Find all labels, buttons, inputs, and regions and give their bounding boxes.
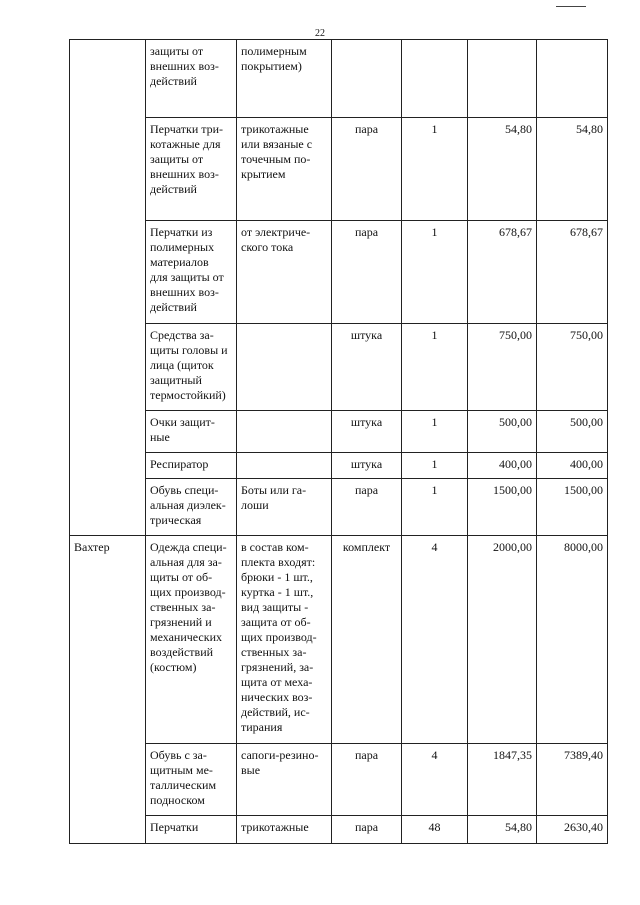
price-cell-text: 1847,35 [493, 748, 532, 762]
price-cell [468, 221, 537, 324]
total-cell [537, 744, 608, 816]
item-spec-cell-text: от электриче- ского тока [241, 225, 311, 254]
quantity-cell-text: 4 [431, 748, 438, 762]
item-name-cell-text: Перчатки [150, 820, 199, 834]
table-row [70, 744, 608, 816]
total-cell [537, 536, 608, 744]
total-cell [537, 453, 608, 479]
quantity-cell [402, 536, 468, 744]
price-cell [468, 40, 537, 118]
total-cell [537, 479, 608, 536]
item-spec-cell [237, 816, 332, 844]
quantity-cell [402, 411, 468, 453]
price-cell-text: 400,00 [499, 457, 532, 471]
unit-cell-text: пара [354, 122, 379, 136]
unit-cell-text: пара [354, 483, 379, 497]
item-spec-cell-text: сапоги-резино- вые [241, 748, 319, 777]
quantity-cell [402, 221, 468, 324]
quantity-cell-text: 1 [431, 457, 438, 471]
table-row [70, 453, 608, 479]
item-name-cell [146, 816, 237, 844]
item-name-cell-text: Средства за- щиты головы и лица (щиток защитный термостойкий) [150, 328, 228, 402]
quantity-cell [402, 40, 468, 118]
unit-cell [332, 816, 402, 844]
item-name-cell [146, 221, 237, 324]
unit-cell-text: пара [354, 748, 379, 762]
item-spec-cell [237, 118, 332, 221]
item-spec-cell [237, 479, 332, 536]
item-name-cell [146, 479, 237, 536]
unit-cell [332, 536, 402, 744]
position-cell: Вахтер [70, 536, 146, 844]
item-spec-cell [237, 453, 332, 479]
quantity-cell [402, 816, 468, 844]
unit-cell [332, 221, 402, 324]
price-cell-text: 1500,00 [493, 483, 532, 497]
total-cell-text: 1500,00 [564, 483, 603, 497]
unit-cell-text: штука [350, 415, 383, 429]
item-name-cell [146, 411, 237, 453]
total-cell [537, 816, 608, 844]
item-name-cell-text: Обувь специ- альная диэлек- трическая [150, 483, 226, 527]
price-cell [468, 411, 537, 453]
item-name-cell-text: Перчатки из полимерных материалов для защиты от внешних воз- действий [150, 225, 224, 314]
quantity-cell-text: 1 [431, 415, 438, 429]
price-cell [468, 118, 537, 221]
item-name-cell-text: защиты от внешних воз- действий [150, 44, 219, 88]
price-cell-text: 54,80 [505, 122, 532, 136]
total-cell-text: 7389,40 [564, 748, 603, 762]
unit-cell [332, 324, 402, 411]
table-row [70, 118, 608, 221]
page-corner-mark [556, 0, 586, 7]
quantity-cell [402, 118, 468, 221]
price-cell [468, 324, 537, 411]
table-row [70, 221, 608, 324]
table-row [70, 411, 608, 453]
unit-cell [332, 479, 402, 536]
item-spec-cell [237, 221, 332, 324]
item-name-cell-text: Респиратор [150, 457, 209, 471]
unit-cell [332, 118, 402, 221]
item-spec-cell [237, 324, 332, 411]
item-spec-cell [237, 744, 332, 816]
item-name-cell-text: Обувь с за- щитным ме- таллическим подноском [150, 748, 217, 807]
unit-cell-text: пара [354, 225, 379, 239]
item-spec-cell [237, 40, 332, 118]
unit-cell-text: пара [354, 820, 379, 834]
total-cell-text: 2630,40 [564, 820, 603, 834]
total-cell [537, 40, 608, 118]
quantity-cell-text: 1 [431, 483, 438, 497]
quantity-cell-text: 48 [428, 820, 441, 834]
ppe-items-table [69, 39, 608, 844]
unit-cell-text: комплект [342, 540, 391, 554]
price-cell-text: 2000,00 [493, 540, 532, 554]
item-name-cell [146, 118, 237, 221]
unit-cell-text: штука [350, 328, 383, 342]
quantity-cell [402, 453, 468, 479]
quantity-cell-text: 4 [431, 540, 438, 554]
total-cell [537, 118, 608, 221]
total-cell-text: 8000,00 [564, 540, 603, 554]
item-spec-cell-text: полимерным покрытием) [241, 44, 307, 73]
item-name-cell [146, 40, 237, 118]
total-cell [537, 221, 608, 324]
price-cell-text: 678,67 [499, 225, 532, 239]
price-cell [468, 536, 537, 744]
total-cell-text: 500,00 [570, 415, 603, 429]
price-cell [468, 479, 537, 536]
price-cell [468, 816, 537, 844]
price-cell-text: 750,00 [499, 328, 532, 342]
total-cell-text: 54,80 [576, 122, 603, 136]
quantity-cell-text: 1 [431, 225, 438, 239]
item-spec-cell [237, 411, 332, 453]
item-spec-cell [237, 536, 332, 744]
price-cell [468, 453, 537, 479]
item-spec-cell-text: в состав ком- плекта входят: брюки - 1 шт., куртка - 1 шт., вид защиты - защита от об- щих производ- ственных за- грязнений, за- щита от меха- нических воз- действий, ис- тирания [241, 540, 317, 734]
quantity-cell-text: 1 [431, 328, 438, 342]
total-cell [537, 411, 608, 453]
item-spec-cell-text: трикотажные или вязаные с точечным по- крытием [241, 122, 313, 181]
quantity-cell-text: 1 [431, 122, 438, 136]
item-name-cell [146, 453, 237, 479]
quantity-cell [402, 744, 468, 816]
item-spec-cell-text: трикотажные [241, 820, 309, 834]
table-row [70, 40, 608, 118]
total-cell [537, 324, 608, 411]
item-spec-cell-text: Боты или га- лоши [241, 483, 307, 512]
item-name-cell [146, 536, 237, 744]
table-row [70, 536, 608, 744]
total-cell-text: 678,67 [570, 225, 603, 239]
price-cell-text: 54,80 [505, 820, 532, 834]
item-name-cell-text: Одежда специ- альная для за- щиты от об- щих производ- ственных за- грязнений и механических воздействий (костюм) [150, 540, 227, 674]
quantity-cell [402, 479, 468, 536]
unit-cell [332, 453, 402, 479]
item-name-cell [146, 744, 237, 816]
table-row [70, 324, 608, 411]
page-number: 22 [315, 28, 325, 39]
unit-cell [332, 40, 402, 118]
table-row [70, 816, 608, 844]
total-cell-text: 400,00 [570, 457, 603, 471]
table-row [70, 479, 608, 536]
unit-cell [332, 744, 402, 816]
total-cell-text: 750,00 [570, 328, 603, 342]
quantity-cell [402, 324, 468, 411]
price-cell [468, 744, 537, 816]
item-name-cell [146, 324, 237, 411]
unit-cell-text: штука [350, 457, 383, 471]
unit-cell [332, 411, 402, 453]
position-cell [70, 40, 146, 536]
price-cell-text: 500,00 [499, 415, 532, 429]
item-name-cell-text: Перчатки три- котажные для защиты от внешних воз- действий [150, 122, 224, 196]
item-name-cell-text: Очки защит- ные [150, 415, 215, 444]
